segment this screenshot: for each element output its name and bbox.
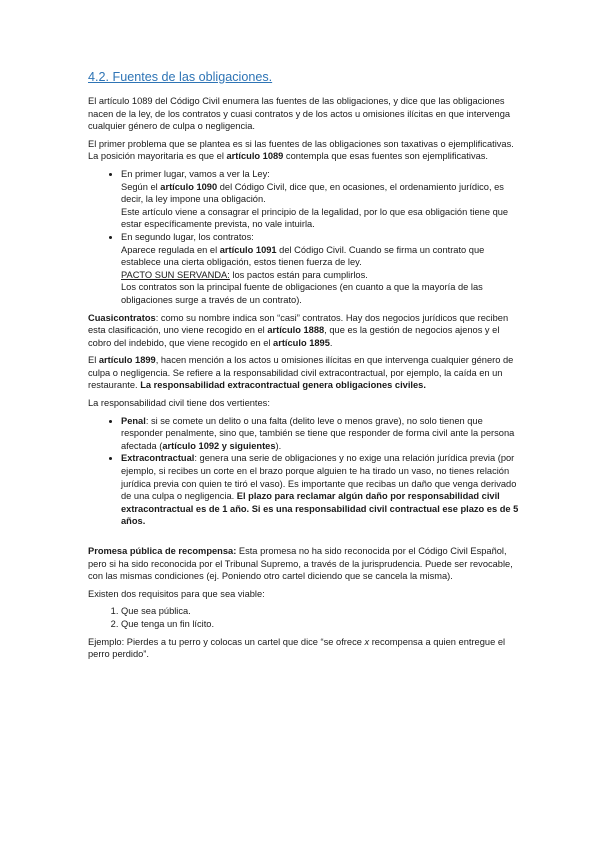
text: : como su nombre indica son “casi” contratos. Hay dos negocios jurídicos que reciben esta clasificación, uno viene recogido en el [88,312,509,336]
bold-article: artículo 1092 y siguientes [162,440,276,451]
text: contempla que esas fuentes son ejemplificativas. [283,151,488,162]
bullet-list-fuentes [88,168,520,307]
paragraph-vertientes: La responsabilidad civil tiene dos vertientes: [88,398,270,409]
list-item-title: En primer lugar, vamos a ver la Ley: [121,168,270,179]
bold-article: artículo 1895 [273,337,330,348]
bold-article: artículo 1089 [226,151,284,162]
list-item-title: En segundo lugar, los contratos: [121,231,254,242]
text: del Código Civil. Cuando se firma un contrato que establece una cierta obligación, estos tienen fuerza de ley. [121,244,485,268]
paragraph-cuasicontratos [88,312,520,350]
paragraph-promesa [88,545,520,583]
text: El [88,355,99,366]
italic-variable: x [364,636,370,647]
list-item-penal [121,415,520,453]
text: El primer problema que se plantea es si las fuentes de las obligaciones son taxativas o ejemplificativas. La posición mayoritaria es que el [88,138,514,162]
list-item: 2. Que tenga un fin lícito. [121,618,520,631]
list-item-extracontractual [121,452,520,528]
underlined-label: PACTO SUN SERVANDA: [121,269,230,280]
bold-article: artículo 1888 [267,325,325,336]
text: ). [275,440,282,451]
bold-label: Cuasicontratos [88,312,156,323]
text: los pactos están para cumplirlos. [229,269,368,280]
text: Los contratos son la principal fuente de obligaciones (en cuanto a que la mayoría de las obligaciones surge a través de un contrato). [121,282,483,305]
bold-label: Extracontractual [121,453,195,464]
list-item-contratos [121,231,520,307]
text: Aparece regulada en el [121,244,220,255]
numbered-list-requisitos [88,605,520,630]
text: : si se comete un delito o una falta (delito leve o menos grave), no solo tienen que responder penalmente, sino que, también se tiene que responder de forma civil ante la persona afectada ( [121,415,515,451]
text: Este artículo viene a consagrar el principio de la legalidad, por lo que esa obligación tiene que estar específicamente prevista, no vale intuirla. [121,206,509,230]
bold-article: artículo 1091 [219,244,277,255]
text: , que es la gestión de negocios ajenos y el cobro del indebido, que viene recogido en el [88,325,500,348]
list-item-ley [121,168,520,231]
bold-label: Promesa pública de recompensa: [88,546,237,556]
paragraph-taxativas [88,138,520,163]
text: Ejemplo: Pierdes a tu perro y colocas un cartel que dice “se ofrece [88,636,365,647]
document-page [88,70,520,666]
text: , hacen mención a los actos u omisiones ilícitas en que intervenga cualquier género de culpa o negligencia. Se refiere a la responsabilidad civil extracontractual, por ejemplo, la caída en un restaurante. [88,355,514,391]
bold-statement: El plazo para reclamar algún daño por responsabilidad civil extracontractual es de 1 año. Si es una responsabilidad civil contractual ese plazo es de 5 años. [121,491,519,527]
bold-article: artículo 1090 [160,181,218,192]
text: : genera una serie de obligaciones y no exige una relación jurídica previa (por ejemplo, si recibes un corte en el brazo porque alguien te ha tirado un vaso, no tienes relación jurídica previa con quien te tiró el vaso). Es importante que recibas un daño que venga derivado de una culpa o negligencia. [121,453,517,502]
text: Según el [121,181,161,192]
text: del Código Civil, dice que, en ocasiones, el ordenamiento jurídico, es decir, la ley impone una obligación. [121,181,504,205]
list-item: 1. Que sea pública. [121,605,520,618]
paragraph-fuentes: El artículo 1089 del Código Civil enumera las fuentes de las obligaciones, y dice que las obligaciones nacen de la ley, de los contratos y cuasi contratos y de los actos u omisiones ilícitas en que intervenga cualquier género de culpa o negligencia. [88,96,511,132]
paragraph-requisitos: Existen dos requisitos para que sea viable: [88,588,265,599]
paragraph-1899 [88,354,520,392]
bullet-list-vertientes [88,415,520,528]
bold-label: Penal [121,415,146,426]
text: . [329,337,333,348]
spacer [88,533,520,545]
text: recompensa a quien entregue el perro perdido”. [88,636,506,660]
text: Esta promesa no ha sido reconocida por el Código Civil Español, pero si ha sido reconocida por el Tribunal Supremo, a través de la jurisprudencia. Puede ser revocable, con las mismas condiciones (ej. Poniendo otro cartel diciendo que se cancela la misma). [88,546,513,582]
section-heading: 4.2. Fuentes de las obligaciones. [88,70,273,84]
bold-article: artículo 1899 [98,355,156,366]
bold-statement: La responsabilidad extracontractual genera obligaciones civiles. [140,380,426,391]
paragraph-ejemplo [88,636,520,661]
